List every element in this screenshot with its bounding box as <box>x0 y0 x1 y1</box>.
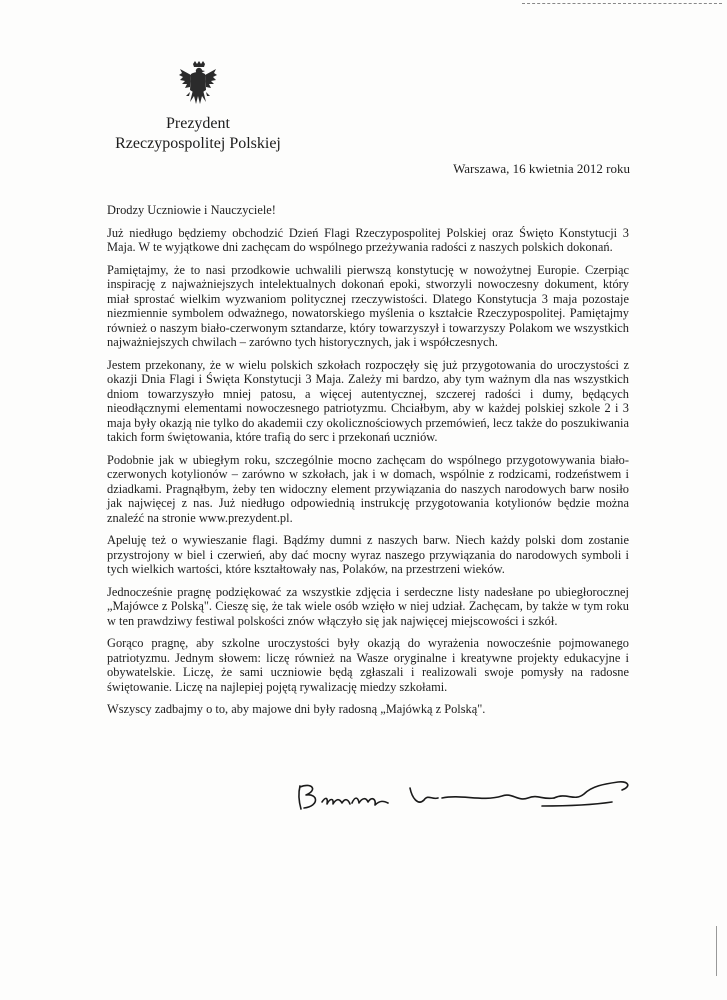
polish-eagle-icon <box>178 60 218 106</box>
paragraph: Jednocześnie pragnę podziękować za wszystkie zdjęcia i serdeczne listy nadesłane po ubiegłorocznej „Majówce z Polską". Cieszę się, że tak wiele osób wzięło w niej udział. Zachęcam, by także w tym roku w ten prawdziwy festiwal polskości znów włączyło się jak najwięcej miejscowości i szkół. <box>107 584 629 628</box>
greeting: Drodzy Uczniowie i Nauczyciele! <box>107 203 276 217</box>
paragraph: Apeluję też o wywieszanie flagi. Bądźmy dumni z naszych barw. Niech każdy polski dom zostanie przystrojony w biel i czerwień, aby dać mocny wyraz naszego przywiązania do narodowych symboli i tych wielkich wartości, które kształtowały nas, Polaków, na przestrzeni wieków. <box>107 533 629 576</box>
scan-edge-mark-right <box>716 926 717 976</box>
office-title: Prezydent <box>166 115 230 132</box>
office-subtitle: Rzeczypospolitej Polskiej <box>115 135 281 152</box>
letter-date: Warszawa, 16 kwietnia 2012 roku <box>453 161 630 176</box>
handwritten-signature-icon <box>292 776 637 816</box>
paragraph: Już niedługo będziemy obchodzić Dzień Flagi Rzeczypospolitej Polskiej oraz Święto Konstytucji 3 Maja. W te wyjątkowe dni zachęcam do wspólnego przeżywania radości z naszych polskich dokonań. <box>107 225 629 254</box>
paragraph: Pamiętajmy, że to nasi przodkowie uchwalili pierwszą konstytucję w nowożytnej Europie. Czerpiąc inspirację z najważniejszych intelektualnych dokonań epoki, stworzyli nowoczesny dokument, który miał sprostać wielkim wyzwaniom politycznej rzeczywistości. Dlatego Konstytucja 3 maja pozostaje niezmiennie symbolem odważnego, nowatorskiego myślenia o kształcie Rzeczypospolitej. Pamiętajmy również o naszym biało-czerwonym sztandarze, który towarzyszył i towarzyszy Polakom we wszystkich najważniejszych chwilach – zarówno tych historycznych, jak i współczesnych. <box>107 262 629 349</box>
closing-line: Wszyscy zadbajmy o to, aby majowe dni były radosną „Majówką z Polską". <box>107 702 486 716</box>
scan-edge-mark <box>522 3 722 4</box>
paragraph: Gorąco pragnę, aby szkolne uroczystości były okazją do wyrażenia nowocześnie pojmowanego patriotyzmu. Jednym słowem: liczę również na Wasze oryginalne i kreatywne projekty edukacyjne i obywatelskie. Liczę, że sami uczniowie będą zgłaszali i realizowali swoje pomysły na radosne świętowanie. Liczę na najlepiej pojętą rywalizację miedzy szkołami. <box>107 636 629 694</box>
paragraph: Podobnie jak w ubiegłym roku, szczególnie mocno zachęcam do wspólnego przygotowywania biało-czerwonych kotylionów – zarówno w szkołach, jak i w domach, wspólnie z rodzicami, rodzeństwem i dziadkami. Pragnąłbym, żeby ten widoczny element przywiązania do naszych narodowych barw nosiło jak najwięcej z nas. Już niedługo odpowiednią instrukcję przygotowania kotylionów będzie można znaleźć na stronie www.prezydent.pl. <box>107 452 629 525</box>
letterhead <box>108 60 288 154</box>
letter-body <box>107 203 629 725</box>
paragraph: Jestem przekonany, że w wielu polskich szkołach rozpoczęły się już przygotowania do uroczystości z okazji Dnia Flagi i Święta Konstytucji 3 Maja. Zależy mi bardzo, aby tym ważnym dla nas wszystkich dniom towarzyszyło mniej patosu, a więcej autentycznej, szczerej radości i dumy, będących nieodłącznymi elementami nowoczesnego patriotyzmu. Chciałbym, aby w każdej polskiej szkole 2 i 3 maja były okazją nie tylko do akademii czy okolicznościowych przemówień, lecz także do poszukiwania takich form świętowania, które trafią do serc i przekonań uczniów. <box>107 357 629 444</box>
